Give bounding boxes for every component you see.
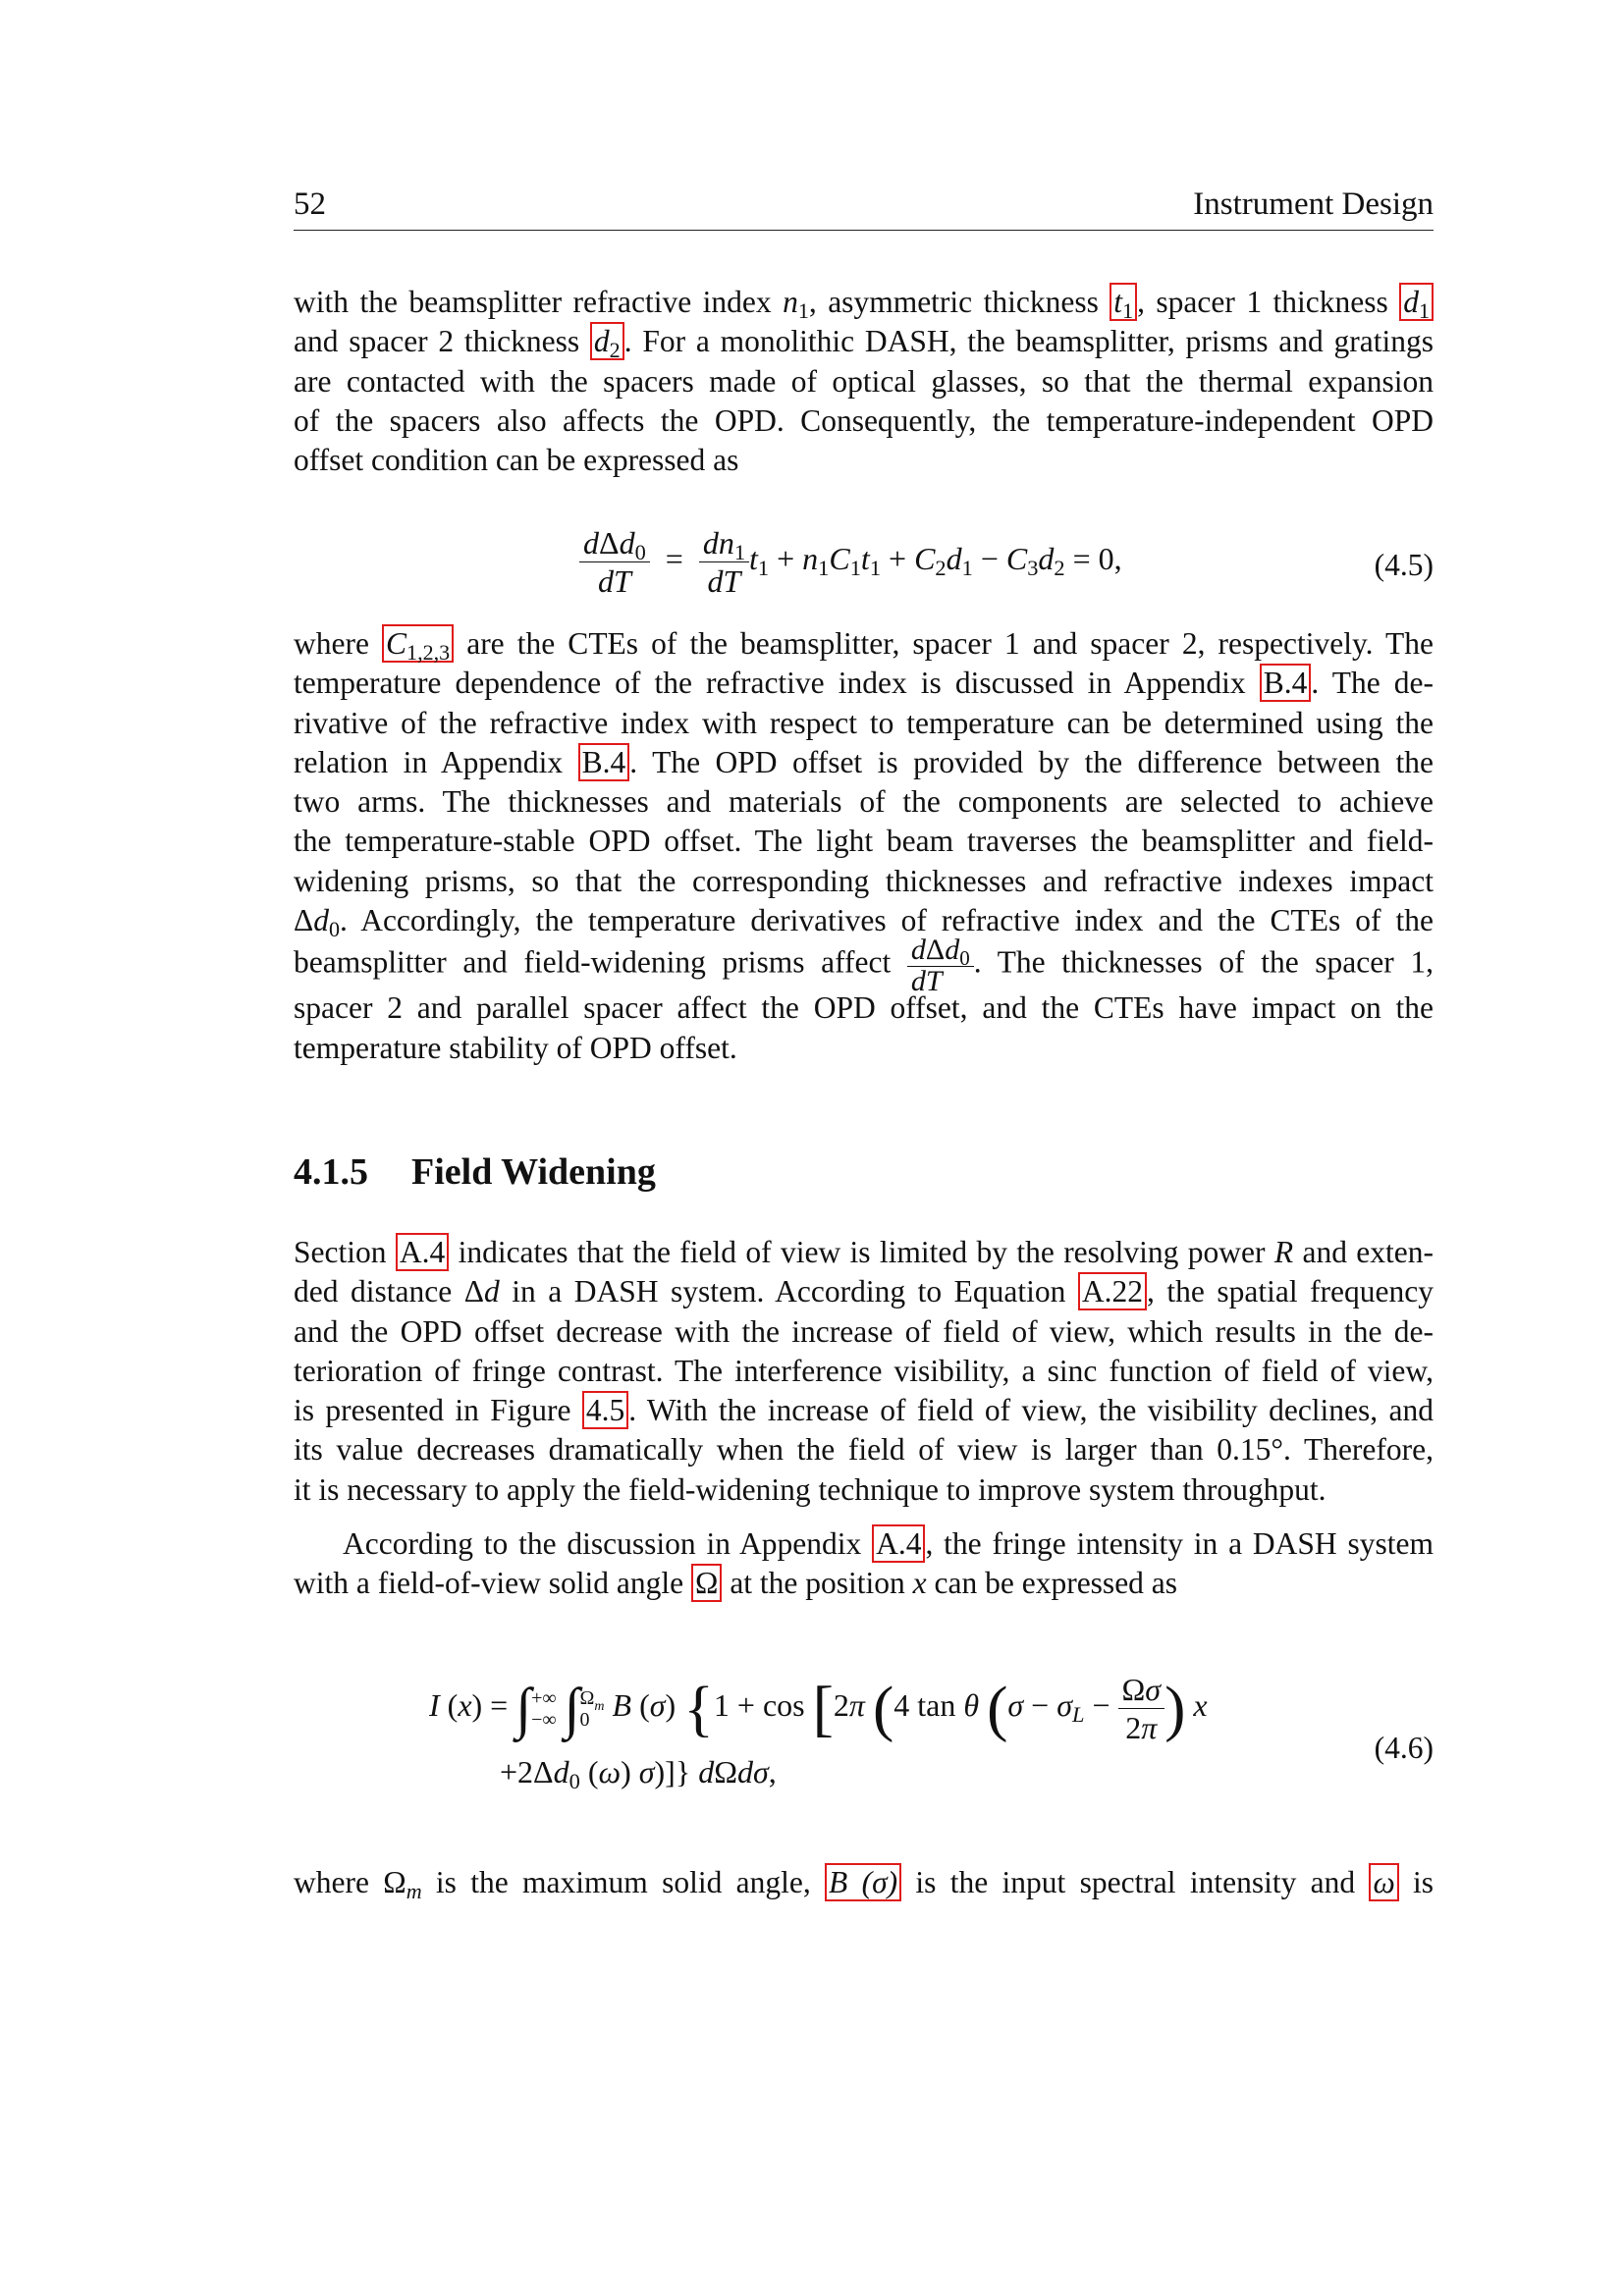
link-appendix-b4-2[interactable]: B.4	[578, 743, 630, 781]
link-b-sigma[interactable]: B (σ)	[825, 1863, 901, 1901]
link-section-a4[interactable]: A.4	[396, 1233, 449, 1271]
section-heading	[294, 1150, 656, 1194]
link-figure-4-5[interactable]: 4.5	[582, 1391, 628, 1429]
link-equation-a22[interactable]: A.22	[1078, 1272, 1147, 1310]
section-number: 4.1.5	[294, 1151, 368, 1193]
paragraph-field-of-view: Section A.4 indicates that the field of view is limited by the resolving power R and exten- ded distance Δd in a DASH system. According to Equation A.22 , the spatial frequency and the OPD offset decrease with the increase of field of view, which results in the de- terioration of fringe contrast. The interference visibility, a sinc function of field of view, is presented in Figure 4.5 . With the increase of field of view, the visibility declines, and its value decreases dramatically when the field of view is larger than 0.15°. Therefore, it is necessary to apply the field-widening technique to improve system throughput.	[294, 1235, 1434, 1507]
equation-4-6: I (x) = ∫ +∞ −∞ ∫ $\Omega_m$ 0 B (σ) {1 + cos [2π (4 tan θ ($\sigma - \sigma_L$ − $\frac{\Omega\sigma}{2\pi}$ ) x $+2\Delta d_0$ (ω) σ)]} dΩdσ,	[429, 1672, 1208, 1793]
paragraph-thermal-expansion: with the beamsplitter refractive index $n_1$, asymmetric thickness $t_1$ , spacer 1 thickness $d_1$ and spacer 2 thickness $d_2$ . For a monolithic DASH, the beamsplitter, prisms and gratings are contacted with the spacers made of optical glasses, so that the thermal expansion of the spacers also affects the OPD. Consequently, the temperature-independent OPD offset condition can be expressed as	[294, 285, 1435, 478]
link-d1[interactable]: $d_1$	[1399, 283, 1434, 321]
link-omega-solid-angle[interactable]: Ω	[691, 1564, 722, 1602]
paragraph-max-solid-angle: where $\Omega_m$ is the maximum solid angle, B (σ) is the input spectral intensity and ω is	[294, 1865, 1435, 1903]
link-d2[interactable]: $d_2$	[590, 322, 624, 360]
paragraph-fringe-intensity: According to the discussion in Appendix A.4 , the fringe intensity in a DASH system with a field-of-view solid angle Ω at the position x can be expressed as	[294, 1526, 1434, 1601]
equation-4-5: $\frac{d\Delta d_0}{dT}$ = $\frac{dn_1}{dT}$ $t_1 + n_1C_1t_1 + C_2d_1 - C_3d_2 = 0$,	[579, 524, 1122, 600]
link-appendix-b4[interactable]: B.4	[1260, 664, 1312, 702]
link-c123[interactable]: $C_{1,2,3}$	[382, 624, 454, 663]
running-title: Instrument Design	[1193, 187, 1434, 222]
link-t1[interactable]: $t_1$	[1110, 283, 1137, 321]
page-number: 52	[294, 187, 326, 222]
equation-number-4-5: (4.5)	[1374, 548, 1434, 582]
equation-number-4-6: (4.6)	[1374, 1731, 1434, 1765]
section-title: Field Widening	[411, 1151, 656, 1193]
paragraph-cte: where $C_{1,2,3}$ are the CTEs of the beamsplitter, spacer 1 and spacer 2, respectively. The temperature dependence of the refractive index is discussed in Appendix B.4 . The de- rivative of the refractive index with respect to temperature can be determined using the relation in Appendix B.4 . The OPD offset is provided by the difference between the two arms. The thicknesses and materials of the components are selected to achieve the temperature-stable OPD offset. The light beam traverses the beamsplitter and field- widening prisms, so that the corresponding thicknesses and refractive indexes impact $\Delta d_0$. Accordingly, the temperature derivatives of refractive index and the CTEs of the beamsplitter and field-widening prisms affect $\frac{d\Delta d_0}{dT}$ . The thicknesses of the spacer 1, spacer 2 and parallel spacer affect the OPD offset, and the CTEs have impact on the temperature stability of OPD offset.	[294, 626, 1435, 1065]
page-header	[294, 187, 1434, 231]
link-appendix-a4[interactable]: A.4	[872, 1524, 925, 1563]
link-omega[interactable]: ω	[1369, 1863, 1398, 1901]
